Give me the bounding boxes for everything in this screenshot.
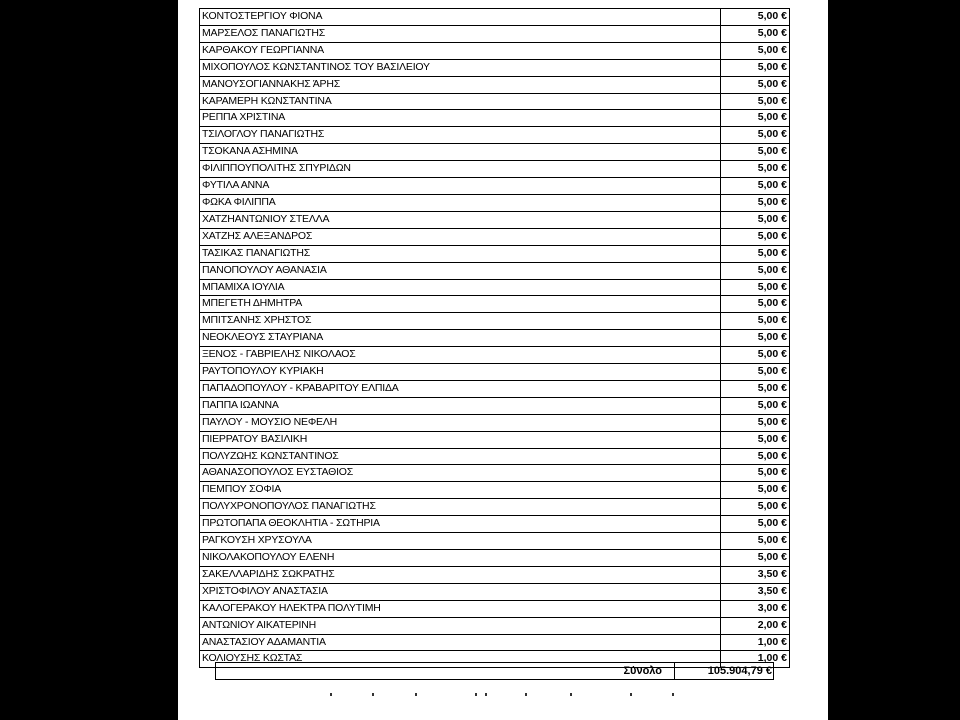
table-row <box>200 448 790 465</box>
table-row <box>200 161 790 178</box>
donor-name: ΠΙΕΡΡΑΤΟΥ ΒΑΣΙΛΙΚΗ <box>200 431 721 448</box>
donation-amount: 5,00 € <box>721 448 790 465</box>
donation-amount: 5,00 € <box>721 296 790 313</box>
donor-name: ΑΝΤΩΝΙΟΥ ΑΙΚΑΤΕΡΙΝΗ <box>200 617 721 634</box>
donation-amount: 5,00 € <box>721 228 790 245</box>
table-row <box>200 600 790 617</box>
donation-amount: 5,00 € <box>721 245 790 262</box>
total-label: Σύνολο <box>623 665 662 677</box>
table-row <box>200 279 790 296</box>
table-row <box>200 533 790 550</box>
total-divider <box>674 663 675 679</box>
donation-amount: 5,00 € <box>721 465 790 482</box>
donor-name: ΚΟΝΤΟΣΤΕΡΓΙΟΥ ΦΙΟΝΑ <box>200 9 721 26</box>
donor-name: ΠΑΠΑΔΟΠΟΥΛΟΥ - ΚΡΑΒΑΡΙΤΟΥ ΕΛΠΙΔΑ <box>200 380 721 397</box>
donation-amount: 5,00 € <box>721 76 790 93</box>
table-row <box>200 330 790 347</box>
donation-amount: 5,00 € <box>721 499 790 516</box>
donation-amount: 3,50 € <box>721 566 790 583</box>
donor-name: ΑΘΑΝΑΣΟΠΟΥΛΟΣ ΕΥΣΤΑΘΙΟΣ <box>200 465 721 482</box>
table-row <box>200 194 790 211</box>
donation-amount: 3,00 € <box>721 600 790 617</box>
donation-amount: 5,00 € <box>721 178 790 195</box>
table-row <box>200 380 790 397</box>
donation-amount: 5,00 € <box>721 161 790 178</box>
left-black-band <box>0 0 178 720</box>
table-row <box>200 59 790 76</box>
donor-name: ΣΑΚΕΛΛΑΡΙΔΗΣ ΣΩΚΡΑΤΗΣ <box>200 566 721 583</box>
scan-mark <box>570 693 572 696</box>
table-row <box>200 42 790 59</box>
donor-name: ΝΙΚΟΛΑΚΟΠΟΥΛΟΥ ΕΛΕΝΗ <box>200 550 721 567</box>
donation-amount: 5,00 € <box>721 431 790 448</box>
table-row <box>200 617 790 634</box>
donor-name: ΜΙΧΟΠΟΥΛΟΣ ΚΩΝΣΤΑΝΤΙΝΟΣ ΤΟΥ ΒΑΣΙΛΕΙΟΥ <box>200 59 721 76</box>
donation-amount: 1,00 € <box>721 651 790 668</box>
donor-name: ΞΕΝΟΣ - ΓΑΒΡΙΕΛΗΣ ΝΙΚΟΛΑΟΣ <box>200 347 721 364</box>
donation-amount: 5,00 € <box>721 144 790 161</box>
donation-amount: 1,00 € <box>721 634 790 651</box>
scan-mark <box>415 693 417 696</box>
table-row <box>200 465 790 482</box>
donation-amount: 3,50 € <box>721 583 790 600</box>
donor-name: ΠΟΛΥΖΩΗΣ ΚΩΝΣΤΑΝΤΙΝΟΣ <box>200 448 721 465</box>
donor-name: ΠΕΜΠΟΥ ΣΟΦΙΑ <box>200 482 721 499</box>
donor-name: ΚΑΡΑΜΕΡΗ ΚΩΝΣΤΑΝΤΙΝΑ <box>200 93 721 110</box>
donation-amount: 5,00 € <box>721 380 790 397</box>
donation-amount: 5,00 € <box>721 482 790 499</box>
donation-amount: 5,00 € <box>721 127 790 144</box>
donor-name: ΤΣΙΛΟΓΛΟΥ ΠΑΝΑΓΙΩΤΗΣ <box>200 127 721 144</box>
donor-name: ΧΑΤΖΗΑΝΤΩΝΙΟΥ ΣΤΕΛΛΑ <box>200 211 721 228</box>
scan-mark <box>525 693 527 696</box>
donor-name: ΜΠΑΜΙΧΑ ΙΟΥΛΙΑ <box>200 279 721 296</box>
donor-name: ΤΣΟΚΑΝΑ ΑΣΗΜΙΝΑ <box>200 144 721 161</box>
table-row <box>200 550 790 567</box>
donation-amount: 5,00 € <box>721 550 790 567</box>
donor-name: ΦΥΤΙΛΑ ΑΝΝΑ <box>200 178 721 195</box>
donation-amount: 5,00 € <box>721 9 790 26</box>
donation-amount: 2,00 € <box>721 617 790 634</box>
table-row <box>200 414 790 431</box>
donors-table <box>199 8 790 668</box>
total-row <box>215 662 774 680</box>
table-row <box>200 144 790 161</box>
donor-name: ΜΑΝΟΥΣΟΓΙΑΝΝΑΚΗΣ ΆΡΗΣ <box>200 76 721 93</box>
table-row <box>200 482 790 499</box>
table-row <box>200 516 790 533</box>
table-row <box>200 76 790 93</box>
scan-mark <box>485 693 487 696</box>
donor-name: ΜΑΡΣΕΛΟΣ ΠΑΝΑΓΙΩΤΗΣ <box>200 25 721 42</box>
table-row <box>200 313 790 330</box>
table-row <box>200 178 790 195</box>
donor-name: ΧΑΤΖΗΣ ΑΛΕΞΑΝΔΡΟΣ <box>200 228 721 245</box>
scan-mark <box>630 693 632 696</box>
donor-name: ΠΑΝΟΠΟΥΛΟΥ ΑΘΑΝΑΣΙΑ <box>200 262 721 279</box>
donation-amount: 5,00 € <box>721 211 790 228</box>
scan-mark <box>475 693 477 696</box>
donor-name: ΠΡΩΤΟΠΑΠΑ ΘΕΟΚΛΗΤΙΑ - ΣΩΤΗΡΙΑ <box>200 516 721 533</box>
donor-name: ΧΡΙΣΤΟΦΙΛΟΥ ΑΝΑΣΤΑΣΙΑ <box>200 583 721 600</box>
donation-amount: 5,00 € <box>721 397 790 414</box>
table-row <box>200 296 790 313</box>
donor-name: ΠΟΛΥΧΡΟΝΟΠΟΥΛΟΣ ΠΑΝΑΓΙΩΤΗΣ <box>200 499 721 516</box>
donor-name: ΜΠΕΓΕΤΗ ΔΗΜΗΤΡΑ <box>200 296 721 313</box>
donation-amount: 5,00 € <box>721 414 790 431</box>
bottom-scan-marks <box>300 693 700 699</box>
table-row <box>200 262 790 279</box>
table-row <box>200 245 790 262</box>
table-row <box>200 566 790 583</box>
table-row <box>200 364 790 381</box>
donor-name: ΦΙΛΙΠΠΟΥΠΟΛΙΤΗΣ ΣΠΥΡΙΔΩΝ <box>200 161 721 178</box>
donors-table-body <box>200 9 790 668</box>
scan-mark <box>330 693 332 696</box>
donation-amount: 5,00 € <box>721 279 790 296</box>
table-row <box>200 93 790 110</box>
scan-mark <box>372 693 374 696</box>
total-value: 105.904,79 € <box>707 665 772 677</box>
donation-amount: 5,00 € <box>721 516 790 533</box>
donation-amount: 5,00 € <box>721 533 790 550</box>
donation-amount: 5,00 € <box>721 364 790 381</box>
donor-name: ΡΑΓΚΟΥΣΗ ΧΡΥΣΟΥΛΑ <box>200 533 721 550</box>
donor-name: ΤΑΣΙΚΑΣ ΠΑΝΑΓΙΩΤΗΣ <box>200 245 721 262</box>
donor-name: ΡΑΥΤΟΠΟΥΛΟΥ ΚΥΡΙΑΚΗ <box>200 364 721 381</box>
table-row <box>200 110 790 127</box>
table-row <box>200 347 790 364</box>
donor-name: ΡΕΠΠΑ ΧΡΙΣΤΙΝΑ <box>200 110 721 127</box>
donation-amount: 5,00 € <box>721 262 790 279</box>
donation-amount: 5,00 € <box>721 194 790 211</box>
donor-name: ΠΑΠΠΑ ΙΩΑΝΝΑ <box>200 397 721 414</box>
donor-name: ΜΠΙΤΣΑΝΗΣ ΧΡΗΣΤΟΣ <box>200 313 721 330</box>
scan-mark <box>672 693 674 696</box>
donor-name: ΦΩΚΑ ΦΙΛΙΠΠΑ <box>200 194 721 211</box>
table-row <box>200 9 790 26</box>
donation-amount: 5,00 € <box>721 110 790 127</box>
table-row <box>200 397 790 414</box>
donor-name: ΚΑΛΟΓΕΡΑΚΟΥ ΗΛΕΚΤΡΑ ΠΟΛΥΤΙΜΗ <box>200 600 721 617</box>
donor-name: ΑΝΑΣΤΑΣΙΟΥ ΑΔΑΜΑΝΤΙΑ <box>200 634 721 651</box>
table-row <box>200 228 790 245</box>
donor-name: ΚΟΛΙΟΥΣΗΣ ΚΩΣΤΑΣ <box>200 651 721 668</box>
donation-amount: 5,00 € <box>721 42 790 59</box>
donation-amount: 5,00 € <box>721 59 790 76</box>
table-row <box>200 211 790 228</box>
donation-amount: 5,00 € <box>721 93 790 110</box>
table-row <box>200 634 790 651</box>
table-row <box>200 25 790 42</box>
table-row <box>200 499 790 516</box>
donation-amount: 5,00 € <box>721 347 790 364</box>
right-black-band <box>828 0 960 720</box>
donor-name: ΠΑΥΛΟΥ - ΜΟΥΣΙΟ ΝΕΦΕΛΗ <box>200 414 721 431</box>
donor-name: ΝΕΟΚΛΕΟΥΣ ΣΤΑΥΡΙΑΝΑ <box>200 330 721 347</box>
table-row <box>200 583 790 600</box>
donation-amount: 5,00 € <box>721 25 790 42</box>
donor-name: ΚΑΡΘΑΚΟΥ ΓΕΩΡΓΙΑΝΝΑ <box>200 42 721 59</box>
donation-amount: 5,00 € <box>721 313 790 330</box>
table-row <box>200 431 790 448</box>
table-row <box>200 127 790 144</box>
donation-amount: 5,00 € <box>721 330 790 347</box>
